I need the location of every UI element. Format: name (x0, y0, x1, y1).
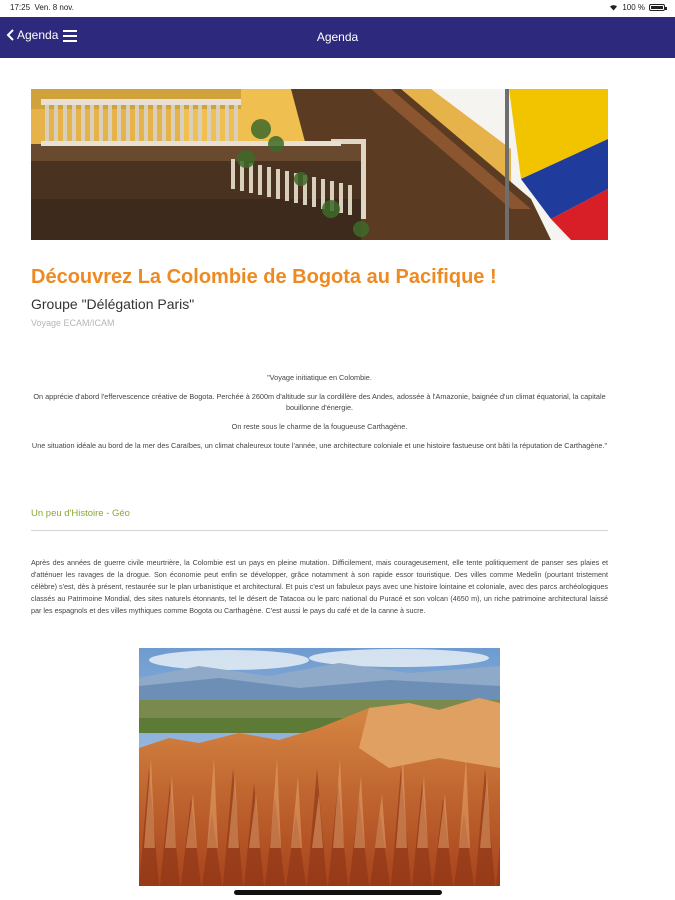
status-right (609, 3, 665, 12)
history-paragraph: Après des années de guerre civile meurtrière, la Colombie est un pays en pleine mutation. Difficilement, mais courageusement, elle tente politiquement de panser ses plaies et d'atténuer les ravages de la drogue. Son économie peut enfin se développer, grâce notamment à son rapide essor touristique. Des villes comme Medelin (pourtant tristement célèbre) s'est, dès à présent, restaurée sur le plan urbanistique et architectural. Et puis c'est un fabuleux pays avec une histoire lointaine et coloniale, avec des parcs archéologiques classés au Patrimoine Mondial, des sites naturels étonnants, tel le désert de Tatacoa ou le parc national du Puracé et son volcan (4650 m), un riche patrimoine architectural laissé par les espagnols et des villes mythiques comme Bogota ou Carthagène. C'est aussi le pays du café et de la canne à sucre. (31, 558, 608, 615)
intro-paragraph: On reste sous le charme de la fougueuse Carthagène. (231, 422, 408, 431)
nav-title: Agenda (316, 30, 359, 44)
back-label: Agenda (17, 28, 59, 42)
status-time: 17:25 Ven. 8 nov. (10, 3, 74, 12)
home-indicator[interactable] (234, 890, 442, 895)
section-heading: Un peu d'Histoire - Géo (31, 508, 130, 519)
history-text (31, 557, 608, 617)
status-bar (0, 0, 675, 17)
intro-paragraph: Une situation idéale au bord de la mer des Caraïbes, un climat chaleureux toute l'année, une architecture coloniale et une histoire fastueuse ont bâti la réputation de Carthagène." (31, 441, 608, 450)
article-subtitle: Groupe "Délégation Paris" (31, 296, 195, 312)
nav-bar (0, 17, 675, 58)
status-date: Ven. 8 nov. (34, 3, 74, 12)
intro-paragraph: "Voyage initiatique en Colombie. (267, 373, 372, 382)
trip-type: Voyage ECAM/ICAM (31, 318, 115, 328)
battery-percent: 100 % (622, 3, 645, 12)
hero-image-colonial-balcony (31, 89, 608, 240)
desert-image (139, 648, 500, 886)
wifi-icon (609, 4, 618, 11)
intro-text (31, 372, 608, 459)
divider (31, 530, 608, 531)
article-title: Découvrez La Colombie de Bogota au Pacifique ! (31, 266, 497, 288)
battery-icon (649, 4, 665, 11)
intro-paragraph: On apprécie d'abord l'effervescence créative de Bogota. Perchée à 2600m d'altitude sur la cordillère des Andes, adossée à l'Amazonie, baignée d'un climat équatorial, la capitale bouillonne d'énergie. (33, 392, 606, 412)
